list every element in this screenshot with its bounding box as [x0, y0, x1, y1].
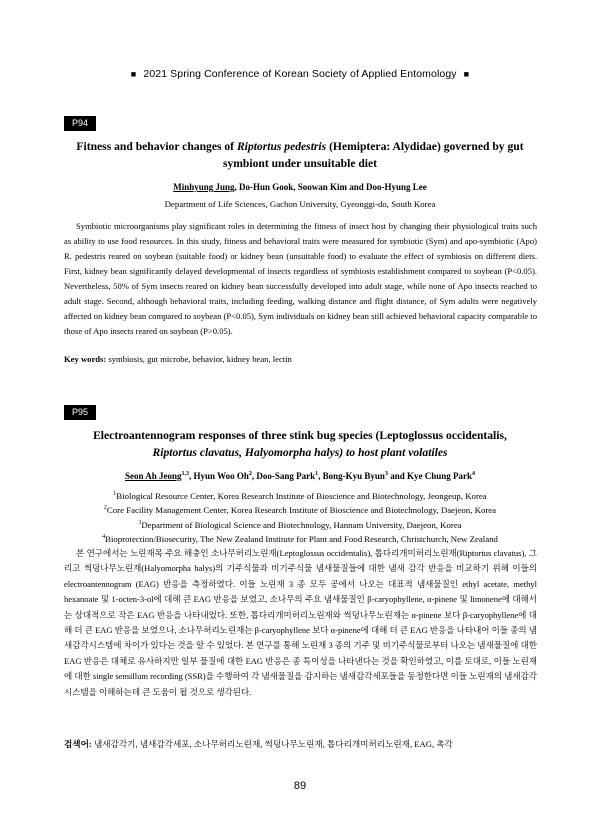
abstract-body: [64, 219, 537, 339]
keywords: [64, 737, 537, 751]
keywords-text: symbiosis, gut microbe, behavior, kidney bean, lectin: [108, 354, 292, 364]
abstract-paragraph: Symbiotic microorganisms play significant roles in determining the fitness of insect host by changing their physiological traits such as ability to use food resources. In this study, fitness and behavioral traits were measured for symbiotic (Sym) and apo-symbiotic (Apo) R. pedestris reared on soybean (suitable food) or kidney bean (unsuitable food) to evaluate the effect of symbiosis on different diets. First, kidney bean significantly delayed developmental of insects regardless of symbiosis establishment compared to soybean (P<0.05). Nevertheless, 50% of Sym insects reared on kidney bean successfully developed into adult stage, while none of Apo insects reached to adult stage. Second, although behavioral traits, including feeding, walking distance and flight distance, of Sym adults were negatively affected on kidney bean compared to soybean (P<0.05), Sym individuals on kidney bean still achieved behavioral capacity comparable to those of Apo insects reared on soybean (P>0.05).: [64, 221, 537, 336]
affiliation-number: 3: [138, 519, 142, 526]
affiliation: [60, 517, 540, 531]
title-species: Riptortus pedestris: [236, 140, 327, 153]
affiliation-text: Biological Resource Center, Korea Research Institute of Bioscience and Biotechnology, Jeongeup, Korea: [116, 490, 487, 501]
abstract-id-badge: P95: [64, 405, 96, 420]
conference-title: 2021 Spring Conference of Korean Society of Applied Entomology: [143, 68, 457, 80]
co-author: Doo-Sang Park: [256, 471, 316, 481]
presenting-author: Minhyung Jung: [173, 182, 235, 192]
bullet-left: ■: [130, 69, 137, 79]
co-author: Kye Chung Park: [406, 471, 472, 481]
abstract-paragraph: 본 연구에서는 노린재목 주요 해충인 소나무허리노린재(Leptoglossus occidentalis), 톱다리개미허리노린재(Riptortus clavatus), 그리고 썩덩나무노린재(Halyomorpha halys)의 기주식물과 비기주식물 냄새물질들에 대한 냄새 감각 반응을 비교하기 위해 이들의 electroantennogram (EAG) 반응을 측정하였다. 이들 노린재 3 종 모두 공에서 나오는 대표적 냄새물질인 ethyl acetate, methyl hexanoate 및 1-octen-3-ol에 대해 큰 EAG 반응을 보였고, 소나무의 주요 냄새물질인 β-caryophyllene, α-pinene 및 limonene에 대해서는 상대적으로 작은 EAG 반응을 나타내었다. 또한, 톱다리개미허리노린재와 썩덩나무노린재는 α-pinene 보다 β-caryophyllene에 대해 더 큰 EAG 반응을 보였으나, 소나무허리노린재는 β-caryophyllene 보다 α-pinene에 대해 더 큰 EAG 반응을 나타내어 이들 종의 냄새감각시스템에 차이가 있다는 것을 알 수 있었다. 본 연구를 통해 노린재 3 종의 기주 및 비기주식물로부터 나오는 냄새물질에 대한 EAG 반응은 대체로 유사하지만 일부 물질에 대한 EAG 반응은 종 특이성을 나타낸다는 것을 확인하였고, 이를 토대로, 이들 노린재에 대한 single sensillum recording (SSR)을 수행하여 각 냄새물질을 감지하는 냄새감각세포들을 동정한다면 이들 노린재의 냄새감각시스템을 이해하는데 큰 도움이 될 것으로 생각된다.: [64, 548, 537, 697]
title-line: Electroantennogram responses of three stink bug species (Leptoglossus occidentalis,: [93, 429, 507, 442]
co-authors: , Do-Hun Gook, Soowan Kim and Doo-Hyung Lee: [234, 182, 427, 192]
author-superscript: 4: [471, 471, 475, 477]
abstract-title: [60, 138, 540, 172]
affiliation-number: 2: [103, 505, 107, 512]
affiliation-text: Department of Biological Science and Biotechnology, Hannam University, Daejeon, Korea: [141, 519, 462, 530]
affiliation-number: 4: [102, 534, 106, 541]
co-author: Bong-Kyu Byun: [322, 471, 385, 481]
keywords-text: 냄새감각기, 냄새감각세포, 소나무허리노린재, 썩덩나무노린재, 톱다리개미허리노린재, EAG, 촉각: [93, 739, 453, 749]
keywords-label: 검색어:: [64, 739, 92, 749]
title-line: Riptortus clavatus, Halyomorpha halys) to host plant volatiles: [152, 446, 448, 459]
abstract-id-badge: P94: [64, 116, 96, 131]
author-list: Seon Ah Jeong$^{1,3}$, Hyun Woo Oh$^2$, Doo-Sang Park$^1$, Bong-Kyu Byun$^3$ and Kye Chung Park$^4$: [125, 471, 475, 481]
author-superscript: 1,3: [181, 471, 190, 477]
author-superscript: 3: [384, 471, 388, 477]
author-list: [60, 182, 540, 192]
affiliation-text: Bioprotection/Biosecurity, The New Zealand Institute for Plant and Food Research, Christchurch, New Zealand: [105, 534, 498, 545]
presenting-author: Seon Ah Jeong: [125, 471, 182, 481]
affiliation: Department of Life Sciences, Gachon University, Gyeonggi-do, South Korea: [164, 199, 436, 209]
affiliation-number: 1: [113, 491, 117, 497]
keywords: [64, 352, 537, 366]
abstract-title: [60, 427, 540, 461]
affiliation: [60, 502, 540, 516]
affiliation: [60, 531, 540, 545]
affiliation: [60, 488, 540, 502]
bullet-right: ■: [463, 69, 470, 79]
co-author: Hyun Woo Oh: [193, 471, 249, 481]
keywords-label: Key words:: [64, 354, 107, 364]
affiliation-list: [60, 488, 540, 546]
author-superscript: 2: [248, 471, 252, 477]
title-text: Fitness and behavior changes of: [76, 140, 237, 153]
author-superscript: 1: [315, 471, 319, 477]
conference-header: [0, 68, 600, 80]
page-number: 89: [293, 780, 307, 792]
affiliation-text: Core Facility Management Center, Korea Research Institute of Bioscience and Biotechnology, Daejeon, Korea: [106, 505, 497, 516]
abstract-body: [64, 546, 537, 700]
title-text: (Hemiptera: Alydidae) governed by gut symbiont under unsuitable diet: [222, 140, 524, 170]
